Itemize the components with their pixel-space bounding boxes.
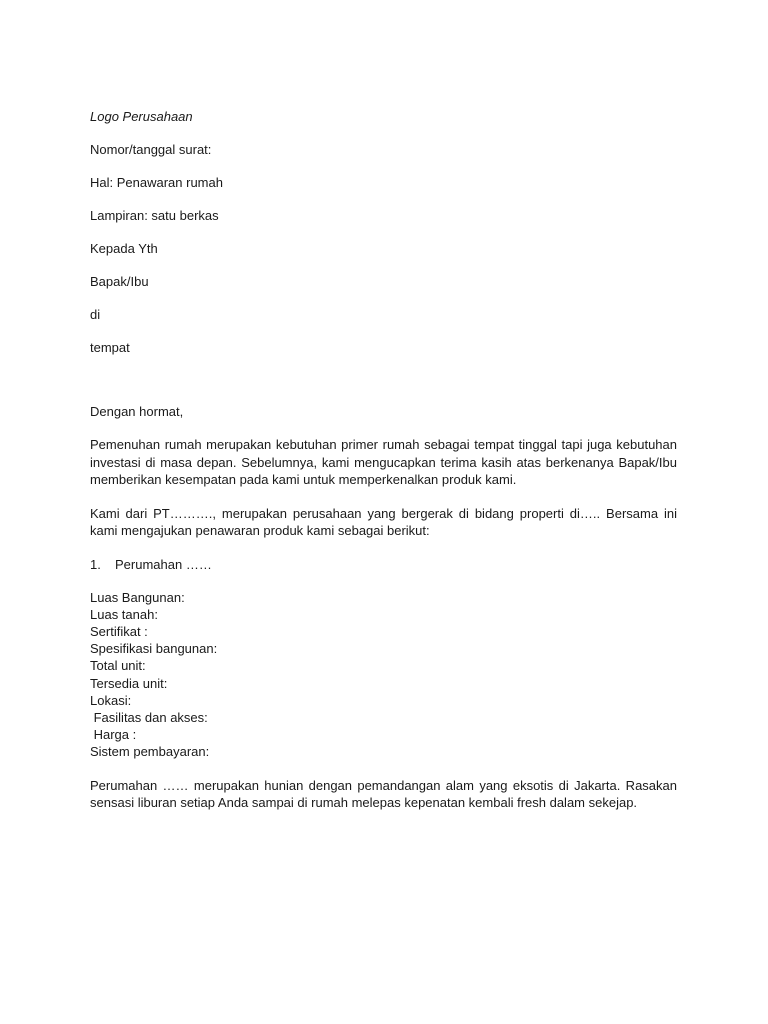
letter-subject: Hal: Penawaran rumah (90, 175, 223, 190)
spec-luas-bangunan: Luas Bangunan: (90, 589, 185, 605)
spec-luas-tanah: Luas tanah: (90, 606, 158, 622)
spec-harga: Harga : (90, 727, 137, 743)
letter-paragraph-intro: Pemenuhan rumah merupakan kebutuhan primer rumah sebagai tempat tinggal tapi juga kebutuhan investasi di masa depan. Sebelumnya, kami mengucapkan terima kasih atas berkenanya Bapak/Ibu memberikan kesempatan pada kami untuk memperkenalkan produk kami. (90, 437, 677, 487)
letter-salutation: Dengan hormat, (90, 404, 184, 419)
spec-sistem-pembayaran: Sistem pembayaran: (90, 744, 210, 760)
list-item-label: Perumahan …… (115, 556, 212, 572)
spec-total-unit: Total unit: (90, 658, 146, 674)
product-specifications (90, 589, 677, 761)
spec-sertifikat: Sertifikat : (90, 623, 148, 639)
letter-address-di: di (90, 307, 101, 322)
spec-lokasi: Lokasi: (90, 692, 132, 708)
letter-recipient: Bapak/Ibu (90, 274, 149, 289)
letter-body (90, 108, 677, 828)
letter-number-date: Nomor/tanggal surat: (90, 142, 212, 157)
letter-address-place: tempat (90, 340, 130, 355)
letter-paragraph-closing: Perumahan …… merupakan hunian dengan pemandangan alam yang eksotis di Jakarta. Rasakan sensasi liburan setiap Anda sampai di rumah melepas kepenatan kembali fresh dalam sekejap. (90, 777, 677, 811)
letter-paragraph-company: Kami dari PT………., merupakan perusahaan yang bergerak di bidang properti di….. Bersama ini kami mengajukan penawaran produk kami sebagai berikut: (90, 505, 677, 538)
letter-addressee-heading: Kepada Yth (90, 241, 158, 256)
letter-attachment: Lampiran: satu berkas (90, 208, 219, 223)
list-item-number: 1. (90, 556, 101, 572)
spec-fasilitas: Fasilitas dan akses: (90, 709, 208, 725)
spec-tersedia-unit: Tersedia unit: (90, 675, 168, 691)
spec-spesifikasi-bangunan: Spesifikasi bangunan: (90, 641, 218, 657)
product-list-item (90, 556, 677, 573)
company-logo-placeholder: Logo Perusahaan (90, 109, 193, 124)
